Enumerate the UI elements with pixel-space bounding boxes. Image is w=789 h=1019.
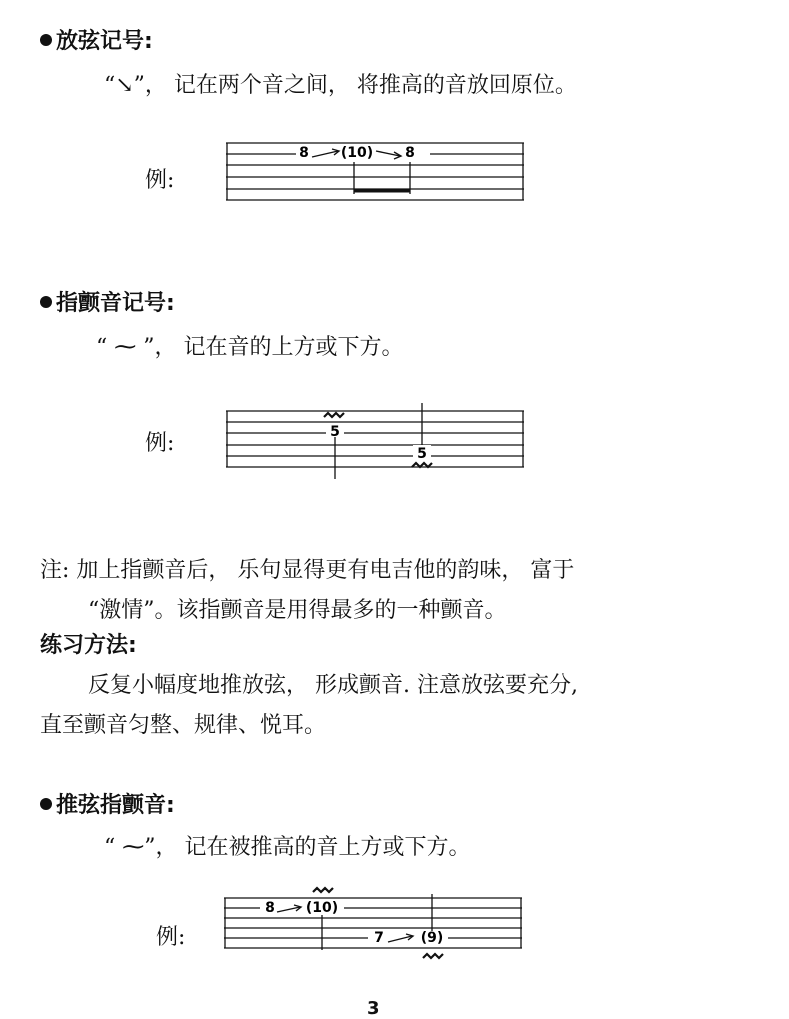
bend-vibrato-heading-text: 推弦指颤音: xyxy=(56,793,175,818)
release-tab-note-3: 8 xyxy=(405,145,415,161)
practice-line-2: 直至颤音匀整、规律、悦耳。 xyxy=(40,713,327,738)
release-example-label: 例: xyxy=(145,168,175,193)
bullet-icon xyxy=(40,296,52,308)
vibrato-tab-staff xyxy=(226,403,526,481)
vibrato-tab-note-1: 5 xyxy=(330,424,340,440)
release-tab-note-1: 8 xyxy=(299,145,309,161)
bend-vibrato-tab-staff xyxy=(224,884,524,960)
vibrato-example-label: 例: xyxy=(145,431,175,456)
release-tab-staff xyxy=(226,142,526,204)
bullet-icon xyxy=(40,798,52,810)
practice-line-1: 反复小幅度地推放弦， 形成颤音. 注意放弦要充分, xyxy=(88,673,578,698)
section-heading-bend-vibrato xyxy=(40,788,175,819)
vibrato-description: “ ⁓ ”， 记在音的上方或下方。 xyxy=(96,335,404,360)
vibrato-mark-icon xyxy=(324,413,344,417)
bend-vibrato-tab-note-2: (10) xyxy=(305,900,339,916)
note-line-2: “激情”。该指颤音是用得最多的一种颤音。 xyxy=(88,598,507,623)
section-heading-vibrato xyxy=(40,286,175,317)
release-heading-text: 放弦记号: xyxy=(56,29,153,54)
bend-vibrato-description: “ ⁓”， 记在被推高的音上方或下方。 xyxy=(104,835,471,860)
vibrato-mark-icon xyxy=(313,888,333,892)
bend-vibrato-tab-note-3: 7 xyxy=(374,930,384,946)
bend-vibrato-example-label: 例: xyxy=(156,925,186,950)
page-number: 3 xyxy=(367,998,380,1019)
practice-heading: 练习方法: xyxy=(40,633,137,658)
bend-vibrato-tab-note-1: 8 xyxy=(265,900,275,916)
vibrato-mark-icon xyxy=(423,954,443,958)
release-description: “↘”， 记在两个音之间， 将推高的音放回原位。 xyxy=(104,73,577,98)
bend-vibrato-tab-note-4: (9) xyxy=(420,930,444,946)
section-heading-release xyxy=(40,24,153,55)
bullet-icon xyxy=(40,34,52,46)
release-tab-note-2: (10) xyxy=(340,145,374,161)
note-line-1: 注: 加上指颤音后， 乐句显得更有电吉他的韵味， 富于 xyxy=(40,558,575,583)
vibrato-tab-note-2: 5 xyxy=(417,446,427,462)
vibrato-heading-text: 指颤音记号: xyxy=(56,291,175,316)
